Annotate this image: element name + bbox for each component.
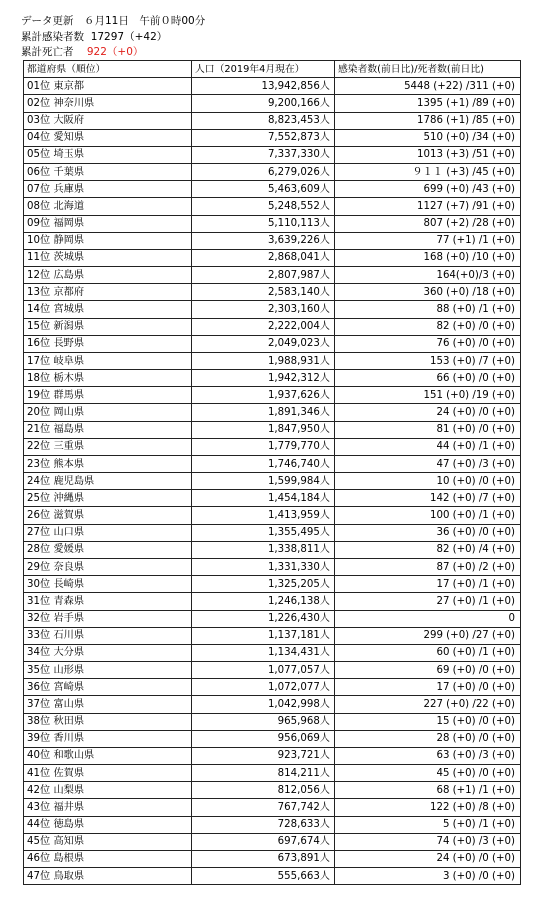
rank-cell: 19位 [24, 387, 51, 404]
population-cell: 5,110,113人 [192, 215, 335, 232]
prefecture-cell: 宮城県 [51, 301, 192, 318]
population-cell: 1,134,431人 [192, 644, 335, 661]
prefecture-cell: 島根県 [51, 850, 192, 867]
population-cell: 1,988,931人 [192, 352, 335, 369]
population-cell: 1,937,626人 [192, 387, 335, 404]
population-cell: 3,639,226人 [192, 232, 335, 249]
cases-cell: 168 (+0) /10 (+0) [335, 249, 521, 266]
table-row [24, 610, 521, 627]
table-row [24, 558, 521, 575]
rank-cell: 02位 [24, 95, 51, 112]
table-row [24, 696, 521, 713]
rank-cell: 35位 [24, 662, 51, 679]
table-row [24, 370, 521, 387]
rank-cell: 24位 [24, 473, 51, 490]
population-cell: 956,069人 [192, 730, 335, 747]
cases-cell: 24 (+0) /0 (+0) [335, 850, 521, 867]
rank-cell: 10位 [24, 232, 51, 249]
table-row [24, 627, 521, 644]
rank-cell: 46位 [24, 850, 51, 867]
rank-cell: 15位 [24, 318, 51, 335]
total-cases-label: 累計感染者数 [21, 31, 84, 43]
table-row [24, 232, 521, 249]
prefecture-cell: 神奈川県 [51, 95, 192, 112]
population-cell: 767,742人 [192, 799, 335, 816]
population-cell: 673,891人 [192, 850, 335, 867]
table-header-row [24, 61, 521, 78]
prefecture-cell: 大阪府 [51, 112, 192, 129]
prefecture-cell: 熊本県 [51, 455, 192, 472]
table-row [24, 301, 521, 318]
prefecture-cell: 静岡県 [51, 232, 192, 249]
population-cell: 2,049,023人 [192, 335, 335, 352]
table-row [24, 129, 521, 146]
rank-cell: 08位 [24, 198, 51, 215]
table-row [24, 713, 521, 730]
population-cell: 1,746,740人 [192, 455, 335, 472]
cases-cell: 5 (+0) /1 (+0) [335, 816, 521, 833]
cases-cell: 87 (+0) /2 (+0) [335, 558, 521, 575]
cases-cell: 66 (+0) /0 (+0) [335, 370, 521, 387]
population-cell: 697,674人 [192, 833, 335, 850]
prefecture-cell: 福岡県 [51, 215, 192, 232]
population-cell: 1,779,770人 [192, 438, 335, 455]
table-row [24, 644, 521, 661]
prefecture-cell: 愛知県 [51, 129, 192, 146]
table-row [24, 850, 521, 867]
table-row [24, 473, 521, 490]
table-row [24, 404, 521, 421]
cases-cell: 3 (+0) /0 (+0) [335, 868, 521, 885]
table-row [24, 318, 521, 335]
rank-cell: 17位 [24, 352, 51, 369]
table-row [24, 146, 521, 163]
rank-cell: 26位 [24, 507, 51, 524]
rank-cell: 47位 [24, 868, 51, 885]
rank-cell: 06位 [24, 164, 51, 181]
table-row [24, 799, 521, 816]
prefecture-cell: 青森県 [51, 593, 192, 610]
prefecture-cell: 北海道 [51, 198, 192, 215]
rank-cell: 11位 [24, 249, 51, 266]
prefecture-cell: 高知県 [51, 833, 192, 850]
cases-cell: 17 (+0) /0 (+0) [335, 679, 521, 696]
prefecture-cell: 山口県 [51, 524, 192, 541]
prefecture-cell: 石川県 [51, 627, 192, 644]
table-row [24, 747, 521, 764]
population-cell: 1,072,077人 [192, 679, 335, 696]
cases-cell: 10 (+0) /0 (+0) [335, 473, 521, 490]
table-row [24, 78, 521, 95]
rank-cell: 28位 [24, 541, 51, 558]
table-row [24, 164, 521, 181]
rank-cell: 03位 [24, 112, 51, 129]
cases-cell: ９１１ (+3) /45 (+0) [335, 164, 521, 181]
rank-cell: 01位 [24, 78, 51, 95]
population-cell: 6,279,026人 [192, 164, 335, 181]
prefecture-cell: 奈良県 [51, 558, 192, 575]
rank-cell: 04位 [24, 129, 51, 146]
cases-cell: 1786 (+1) /85 (+0) [335, 112, 521, 129]
cases-cell: 44 (+0) /1 (+0) [335, 438, 521, 455]
prefecture-cell: 栃木県 [51, 370, 192, 387]
table-row [24, 438, 521, 455]
rank-cell: 43位 [24, 799, 51, 816]
cases-cell: 122 (+0) /8 (+0) [335, 799, 521, 816]
rank-cell: 38位 [24, 713, 51, 730]
cases-cell: 15 (+0) /0 (+0) [335, 713, 521, 730]
cases-cell: 151 (+0) /19 (+0) [335, 387, 521, 404]
prefecture-cell: 新潟県 [51, 318, 192, 335]
cases-cell: 69 (+0) /0 (+0) [335, 662, 521, 679]
prefecture-cell: 宮崎県 [51, 679, 192, 696]
population-cell: 2,583,140人 [192, 284, 335, 301]
rank-cell: 42位 [24, 782, 51, 799]
rank-cell: 25位 [24, 490, 51, 507]
rank-cell: 40位 [24, 747, 51, 764]
table-row [24, 490, 521, 507]
cases-cell: 510 (+0) /34 (+0) [335, 129, 521, 146]
cases-cell: 1395 (+1) /89 (+0) [335, 95, 521, 112]
population-cell: 1,355,495人 [192, 524, 335, 541]
cases-cell: 45 (+0) /0 (+0) [335, 765, 521, 782]
prefecture-cell: 岩手県 [51, 610, 192, 627]
table-row [24, 421, 521, 438]
population-cell: 1,413,959人 [192, 507, 335, 524]
total-cases [21, 30, 167, 45]
prefecture-table [23, 60, 521, 885]
table-row [24, 524, 521, 541]
cases-cell: 227 (+0) /22 (+0) [335, 696, 521, 713]
table-row [24, 198, 521, 215]
prefecture-cell: 富山県 [51, 696, 192, 713]
rank-cell: 20位 [24, 404, 51, 421]
table-row [24, 833, 521, 850]
cases-cell: 81 (+0) /0 (+0) [335, 421, 521, 438]
rank-cell: 29位 [24, 558, 51, 575]
cases-cell: 36 (+0) /0 (+0) [335, 524, 521, 541]
prefecture-cell: 和歌山県 [51, 747, 192, 764]
update-time: データ更新 ６月11日 午前０時00分 [21, 15, 206, 27]
table-row [24, 352, 521, 369]
rank-cell: 36位 [24, 679, 51, 696]
rank-cell: 45位 [24, 833, 51, 850]
prefecture-cell: 佐賀県 [51, 765, 192, 782]
prefecture-cell: 埼玉県 [51, 146, 192, 163]
population-cell: 1,847,950人 [192, 421, 335, 438]
rank-cell: 12位 [24, 267, 51, 284]
cases-cell: 28 (+0) /0 (+0) [335, 730, 521, 747]
cases-cell: 63 (+0) /3 (+0) [335, 747, 521, 764]
population-cell: 13,942,856人 [192, 78, 335, 95]
col-header-prefecture: 都道府県（順位） [24, 61, 192, 78]
total-cases-value: 17297（+42） [90, 31, 168, 43]
cases-cell: 699 (+0) /43 (+0) [335, 181, 521, 198]
prefecture-cell: 東京都 [51, 78, 192, 95]
table-row [24, 215, 521, 232]
table-row [24, 249, 521, 266]
total-deaths-label: 累計死亡者 [21, 46, 74, 58]
rank-cell: 09位 [24, 215, 51, 232]
table-row [24, 455, 521, 472]
population-cell: 1,891,346人 [192, 404, 335, 421]
rank-cell: 13位 [24, 284, 51, 301]
cases-cell: 100 (+0) /1 (+0) [335, 507, 521, 524]
cases-cell: 82 (+0) /4 (+0) [335, 541, 521, 558]
prefecture-cell: 愛媛県 [51, 541, 192, 558]
cases-cell: 142 (+0) /7 (+0) [335, 490, 521, 507]
cases-cell: 0 [335, 610, 521, 627]
population-cell: 965,968人 [192, 713, 335, 730]
population-cell: 9,200,166人 [192, 95, 335, 112]
rank-cell: 21位 [24, 421, 51, 438]
population-cell: 1,077,057人 [192, 662, 335, 679]
table-row [24, 765, 521, 782]
prefecture-cell: 岐阜県 [51, 352, 192, 369]
table-row [24, 267, 521, 284]
table-row [24, 95, 521, 112]
population-cell: 1,454,184人 [192, 490, 335, 507]
prefecture-cell: 群馬県 [51, 387, 192, 404]
prefecture-cell: 沖縄県 [51, 490, 192, 507]
rank-cell: 39位 [24, 730, 51, 747]
cases-cell: 76 (+0) /0 (+0) [335, 335, 521, 352]
table-row [24, 541, 521, 558]
table-row [24, 782, 521, 799]
prefecture-cell: 香川県 [51, 730, 192, 747]
prefecture-cell: 徳島県 [51, 816, 192, 833]
prefecture-cell: 千葉県 [51, 164, 192, 181]
table-row [24, 284, 521, 301]
population-cell: 1,325,205人 [192, 576, 335, 593]
cases-cell: 47 (+0) /3 (+0) [335, 455, 521, 472]
table-row [24, 679, 521, 696]
table-row [24, 507, 521, 524]
total-deaths-value: 922（+0） [86, 46, 144, 58]
population-cell: 1,137,181人 [192, 627, 335, 644]
population-cell: 1,246,138人 [192, 593, 335, 610]
cases-cell: 5448 (+22) /311 (+0) [335, 78, 521, 95]
rank-cell: 16位 [24, 335, 51, 352]
rank-cell: 31位 [24, 593, 51, 610]
population-cell: 2,303,160人 [192, 301, 335, 318]
rank-cell: 41位 [24, 765, 51, 782]
table-row [24, 662, 521, 679]
population-cell: 5,463,609人 [192, 181, 335, 198]
total-deaths [21, 45, 143, 60]
prefecture-cell: 滋賀県 [51, 507, 192, 524]
table-row [24, 593, 521, 610]
population-cell: 2,868,041人 [192, 249, 335, 266]
cases-cell: 807 (+2) /28 (+0) [335, 215, 521, 232]
population-cell: 2,222,004人 [192, 318, 335, 335]
population-cell: 1,942,312人 [192, 370, 335, 387]
table-body [24, 78, 521, 885]
population-cell: 7,337,330人 [192, 146, 335, 163]
rank-cell: 37位 [24, 696, 51, 713]
cases-cell: 360 (+0) /18 (+0) [335, 284, 521, 301]
cases-cell: 164(+0)/3 (+0) [335, 267, 521, 284]
population-cell: 1,338,811人 [192, 541, 335, 558]
cases-cell: 24 (+0) /0 (+0) [335, 404, 521, 421]
rank-cell: 22位 [24, 438, 51, 455]
rank-cell: 14位 [24, 301, 51, 318]
population-cell: 555,663人 [192, 868, 335, 885]
table-row [24, 576, 521, 593]
cases-cell: 27 (+0) /1 (+0) [335, 593, 521, 610]
prefecture-cell: 岡山県 [51, 404, 192, 421]
table-row [24, 816, 521, 833]
population-cell: 1,331,330人 [192, 558, 335, 575]
prefecture-cell: 広島県 [51, 267, 192, 284]
table-row [24, 730, 521, 747]
rank-cell: 07位 [24, 181, 51, 198]
table-row [24, 868, 521, 885]
population-cell: 1,042,998人 [192, 696, 335, 713]
prefecture-cell: 大分県 [51, 644, 192, 661]
prefecture-cell: 鳥取県 [51, 868, 192, 885]
table-row [24, 387, 521, 404]
table-row [24, 112, 521, 129]
prefecture-cell: 鹿児島県 [51, 473, 192, 490]
rank-cell: 05位 [24, 146, 51, 163]
rank-cell: 33位 [24, 627, 51, 644]
cases-cell: 299 (+0) /27 (+0) [335, 627, 521, 644]
col-header-population: 人口（2019年4月現在） [192, 61, 335, 78]
prefecture-cell: 長崎県 [51, 576, 192, 593]
prefecture-cell: 茨城県 [51, 249, 192, 266]
rank-cell: 34位 [24, 644, 51, 661]
rank-cell: 23位 [24, 455, 51, 472]
population-cell: 1,226,430人 [192, 610, 335, 627]
rank-cell: 30位 [24, 576, 51, 593]
table-row [24, 335, 521, 352]
prefecture-cell: 京都府 [51, 284, 192, 301]
rank-cell: 18位 [24, 370, 51, 387]
cases-cell: 88 (+0) /1 (+0) [335, 301, 521, 318]
population-cell: 923,721人 [192, 747, 335, 764]
cases-cell: 153 (+0) /7 (+0) [335, 352, 521, 369]
population-cell: 812,056人 [192, 782, 335, 799]
population-cell: 728,633人 [192, 816, 335, 833]
rank-cell: 44位 [24, 816, 51, 833]
prefecture-cell: 山形県 [51, 662, 192, 679]
population-cell: 8,823,453人 [192, 112, 335, 129]
cases-cell: 1127 (+7) /91 (+0) [335, 198, 521, 215]
cases-cell: 17 (+0) /1 (+0) [335, 576, 521, 593]
rank-cell: 32位 [24, 610, 51, 627]
cases-cell: 1013 (+3) /51 (+0) [335, 146, 521, 163]
prefecture-cell: 福島県 [51, 421, 192, 438]
population-cell: 814,211人 [192, 765, 335, 782]
prefecture-cell: 山梨県 [51, 782, 192, 799]
col-header-cases: 感染者数(前日比)/死者数(前日比) [335, 61, 521, 78]
cases-cell: 68 (+1) /1 (+0) [335, 782, 521, 799]
population-cell: 1,599,984人 [192, 473, 335, 490]
population-cell: 2,807,987人 [192, 267, 335, 284]
cases-cell: 77 (+1) /1 (+0) [335, 232, 521, 249]
prefecture-cell: 福井県 [51, 799, 192, 816]
prefecture-cell: 秋田県 [51, 713, 192, 730]
population-cell: 7,552,873人 [192, 129, 335, 146]
rank-cell: 27位 [24, 524, 51, 541]
population-cell: 5,248,552人 [192, 198, 335, 215]
cases-cell: 82 (+0) /0 (+0) [335, 318, 521, 335]
cases-cell: 60 (+0) /1 (+0) [335, 644, 521, 661]
cases-cell: 74 (+0) /3 (+0) [335, 833, 521, 850]
prefecture-cell: 長野県 [51, 335, 192, 352]
prefecture-cell: 三重県 [51, 438, 192, 455]
prefecture-cell: 兵庫県 [51, 181, 192, 198]
table-row [24, 181, 521, 198]
